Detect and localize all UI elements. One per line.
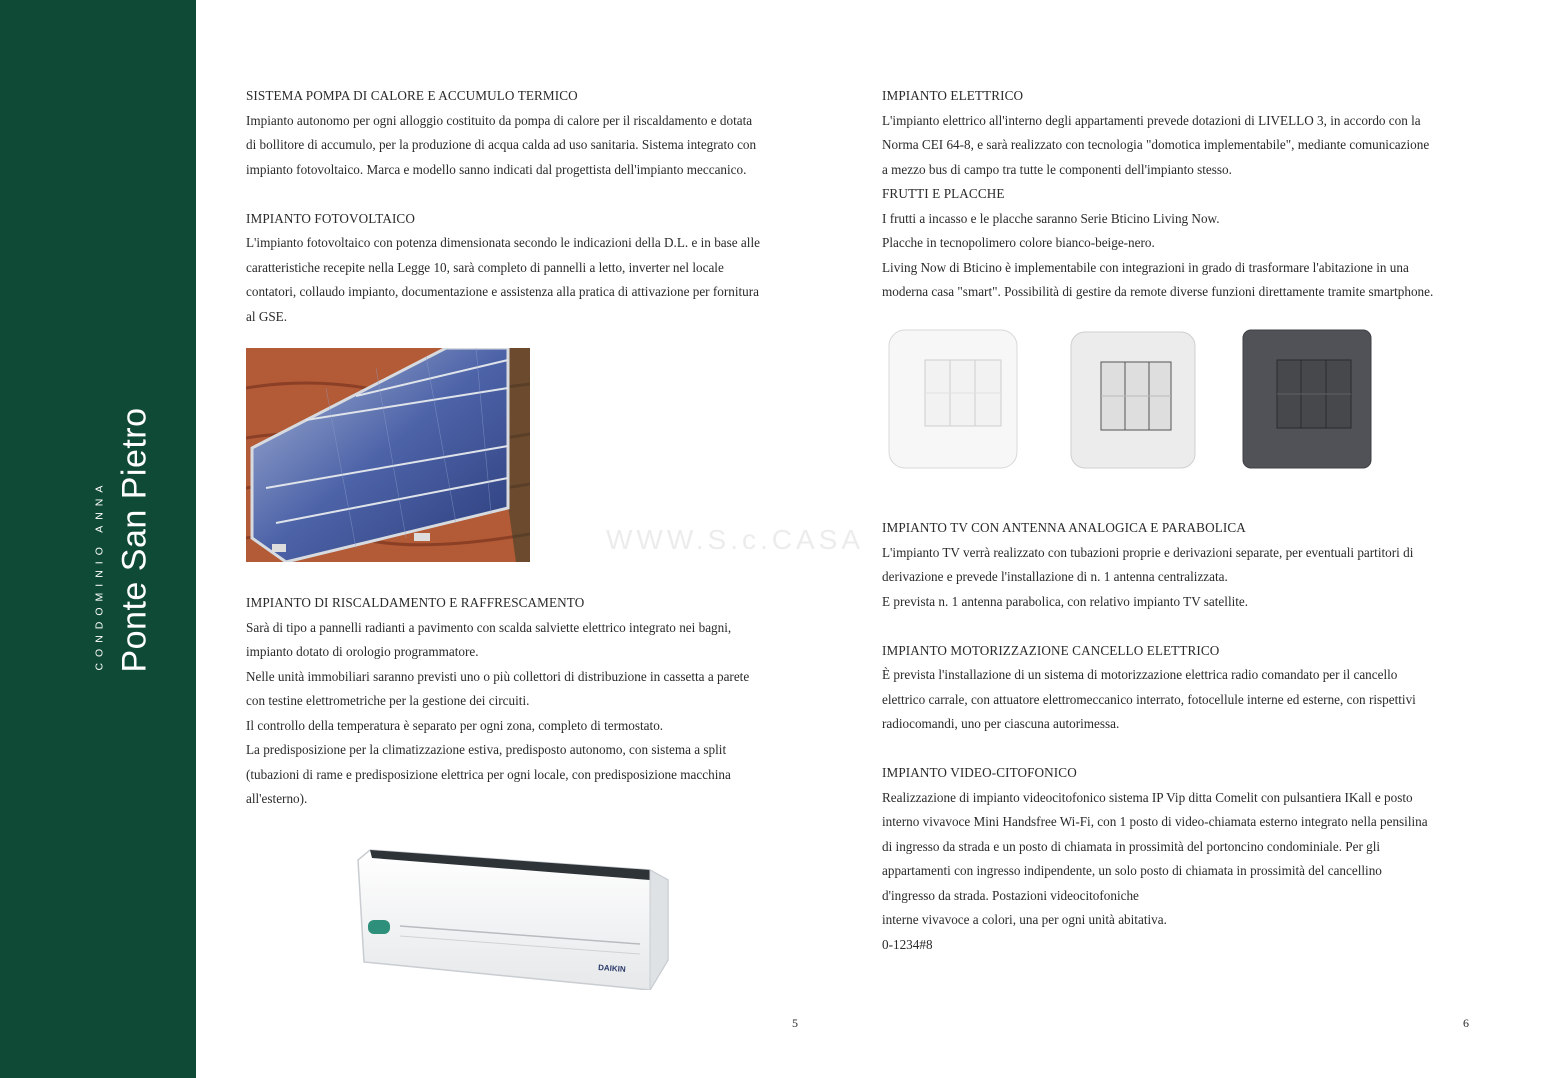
sidebar	[0, 0, 196, 1078]
text-line: derivazione e prevede l'installazione di n. 1 antenna centralizzata.	[882, 569, 1228, 584]
text-line: caratteristiche recepite nella Legge 10, sarà completo di pannelli a letto, inverter nel locale	[246, 259, 724, 275]
text-line: L'impianto elettrico all'interno degli appartamenti prevede dotazioni di LIVELLO 3, in accordo con la	[882, 112, 1421, 128]
text-line: I frutti a incasso e le placche saranno Serie Bticino Living Now.	[882, 210, 1220, 226]
sidebar-subtitle: CONDOMINIO ANNA	[93, 479, 106, 671]
switch-plate-black-image	[1241, 328, 1373, 470]
text-line: (tubazioni di rame e predisposizione elettrica per ogni locale, con predisposizione macchina	[246, 766, 731, 782]
text-line: interno vivavoce Mini Handsfree Wi-Fi, con 1 posto di video-chiamata esterno integrato nella pensilina	[882, 814, 1428, 829]
sidebar-vertical-title	[94, 407, 155, 672]
text-line: Sarà di tipo a pannelli radianti a pavimento con scalda salviette elettrico integrato nei bagni,	[246, 619, 732, 635]
sidebar-title: Ponte San Pietro	[115, 407, 154, 673]
page-number-left: 5	[792, 1016, 798, 1030]
text-line: di bollitore di accumulo, per la produzione di acqua calda ad uso sanitaria. Sistema integrato con	[246, 137, 757, 152]
text-line: Impianto autonomo per ogni alloggio costituito da pompa di calore per il riscaldamento e dotata	[246, 112, 753, 128]
right-page-bottom-text	[882, 516, 1482, 957]
ac-brand-logo: DAIKIN	[597, 963, 626, 974]
text-line: Norma CEI 64-8, e sarà realizzato con tecnologia "domotica implementabile", mediante comunicazione	[882, 137, 1430, 152]
page-number-right: 6	[1463, 1016, 1469, 1030]
text-line: Living Now di Bticino è implementabile con integrazioni in grado di trasformare l'abitazione in una	[882, 259, 1409, 275]
text-line: Nelle unità immobiliari saranno previsti uno o più collettori di distribuzione in cassetta a parete	[246, 668, 750, 684]
text-line: L'impianto TV verrà realizzato con tubazioni proprie e derivazioni separate, per eventuali partitori di	[882, 544, 1414, 560]
text-line: impianto dotato di orologio programmatore.	[246, 644, 479, 659]
section-heading: IMPIANTO ELETTRICO	[882, 88, 1024, 103]
left-page-top-text	[246, 84, 806, 329]
left-page-bottom-text	[246, 591, 806, 812]
section-heading: IMPIANTO DI RISCALDAMENTO E RAFFRESCAMENTO	[246, 595, 585, 610]
section-heading: FRUTTI E PLACCHE	[882, 186, 1005, 201]
text-line: elettrico carrale, con attuatore elettromeccanico interrato, fotocellule interne ed esterne, con rispettivi	[882, 691, 1416, 707]
switch-plate-beige-image	[1069, 330, 1197, 470]
text-line: radiocomandi, uno per ciascuna autorimessa.	[882, 716, 1120, 731]
text-line: Placche in tecnopolimero colore bianco-beige-nero.	[882, 235, 1155, 250]
section-heading: IMPIANTO MOTORIZZAZIONE CANCELLO ELETTRICO	[882, 642, 1220, 658]
text-line: Realizzazione di impianto videocitofonico sistema IP Vip ditta Comelit con pulsantiera IKall e posto	[882, 789, 1413, 805]
air-conditioner-image	[350, 840, 676, 990]
section-heading: IMPIANTO TV CON ANTENNA ANALOGICA E PARABOLICA	[882, 520, 1246, 535]
text-line: 0-1234#8	[882, 936, 933, 952]
text-line: al GSE.	[246, 308, 288, 324]
text-line: La predisposizione per la climatizzazione estiva, predisposto autonomo, con sistema a split	[246, 742, 727, 757]
section-heading: IMPIANTO VIDEO-CITOFONICO	[882, 765, 1077, 780]
text-line: contatori, collaudo impianto, documentazione e assistenza alla pratica di attivazione per fornitura	[246, 284, 760, 299]
watermark: WWW.S.c.CASA	[606, 524, 864, 555]
text-line: Il controllo della temperatura è separato per ogni zona, completo di termostato.	[246, 717, 664, 733]
text-line: È prevista l'installazione di un sistema di motorizzazione elettrica radio comandato per il cancello	[882, 667, 1398, 682]
text-line: all'esterno).	[246, 791, 308, 806]
text-line: appartamenti con ingresso indipendente, un solo posto di chiamata in prossimità del cancellino	[882, 863, 1382, 878]
text-line: a mezzo bus di campo tra tutte le componenti dell'impianto stesso.	[882, 161, 1232, 177]
text-line: di ingresso da strada e un posto di chiamata in prossimità del portoncino condominiale. Per gli	[882, 838, 1381, 854]
solar-panels-image	[246, 348, 530, 562]
text-line: interne vivavoce a colori, una per ogni unità abitativa.	[882, 912, 1167, 927]
text-line: impianto fotovoltaico. Marca e modello sanno indicati dal progettista dell'impianto meccanico.	[246, 161, 747, 177]
right-page-top-text	[882, 84, 1482, 305]
text-line: moderna casa "smart". Possibilità di gestire da remote diverse funzioni direttamente tramite smartphone.	[882, 284, 1434, 299]
switch-plate-white-image	[887, 328, 1019, 470]
text-line: con testine elettrometriche per la gestione dei circuiti.	[246, 693, 530, 708]
text-line: E prevista n. 1 antenna parabolica, con relativo impianto TV satellite.	[882, 593, 1249, 609]
text-line: L'impianto fotovoltaico con potenza dimensionata secondo le indicazioni della D.L. e in base alle	[246, 235, 760, 250]
section-heading: IMPIANTO FOTOVOLTAICO	[246, 210, 415, 226]
section-heading: SISTEMA POMPA DI CALORE E ACCUMULO TERMICO	[246, 88, 578, 103]
text-line: d'ingresso da strada. Postazioni videocitofoniche	[882, 887, 1139, 903]
